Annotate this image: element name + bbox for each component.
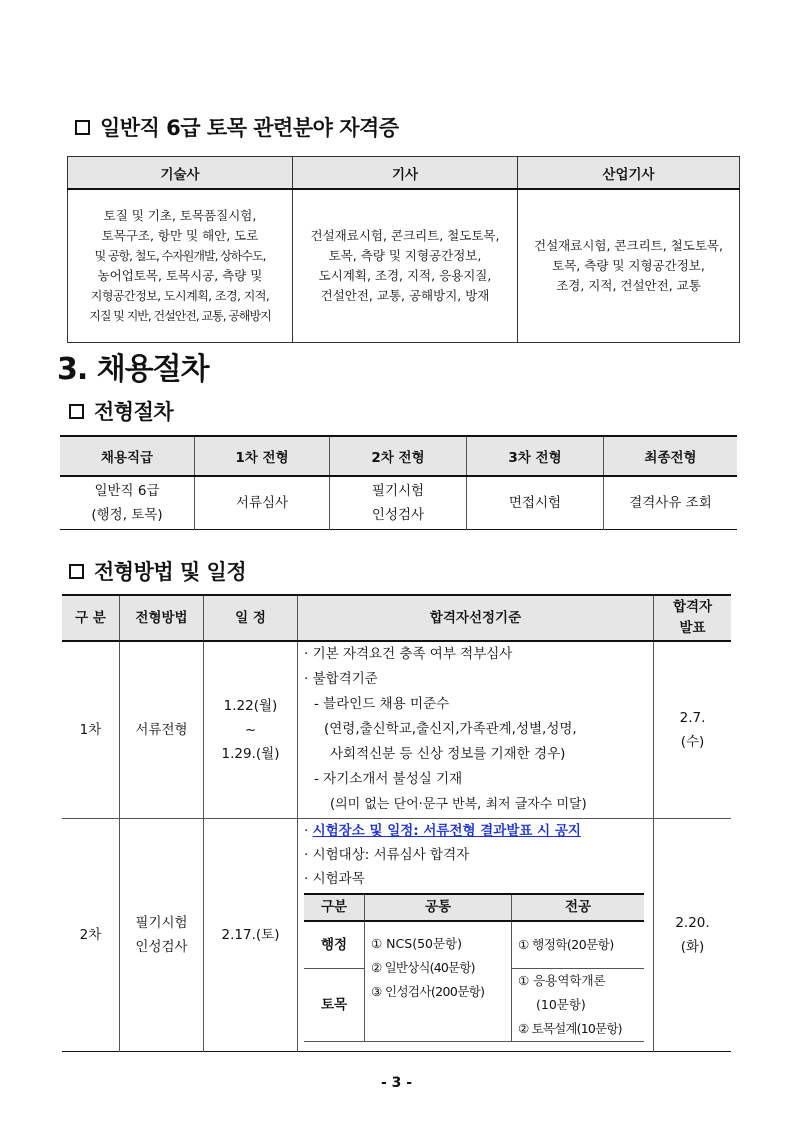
header-cell: 전형방법 xyxy=(120,595,204,641)
checkbox-square-icon xyxy=(75,120,90,135)
cell-line: 지형공간정보, 도시계획, 조경, 지적, xyxy=(90,289,270,303)
table-cell: ① 행정학(20문항) xyxy=(512,921,645,969)
cell-line: 토목, 측량 및 지형공간정보, xyxy=(328,248,482,263)
table-cell xyxy=(518,189,740,343)
table-cell xyxy=(293,189,518,343)
criteria-line: · 불합격기준 xyxy=(304,671,378,687)
table-cell xyxy=(330,476,467,530)
cell-line: ~ xyxy=(244,722,257,738)
section-title: 전형절차 xyxy=(94,400,174,424)
table-row xyxy=(60,476,737,530)
cell-line: 일반직 6급 xyxy=(94,483,160,499)
header-cell: 산업기사 xyxy=(518,157,740,190)
table-header-row xyxy=(304,894,644,921)
section-title: 일반직 6급 토목 관련분야 자격증 xyxy=(100,116,399,140)
section-heading-qualifications xyxy=(75,112,399,142)
table-cell: 2차 xyxy=(62,819,120,1052)
subjects-table xyxy=(304,893,644,1042)
table-cell: 토목 xyxy=(304,969,365,1042)
section-title: 전형방법 및 일정 xyxy=(94,560,247,584)
checkbox-square-icon xyxy=(69,564,84,579)
header-cell: 2차 전형 xyxy=(330,436,467,476)
criteria-line: · 시험대상: 서류심사 합격자 xyxy=(304,847,470,863)
criteria-cell xyxy=(298,641,654,819)
header-cell: 1차 전형 xyxy=(195,436,330,476)
criteria-line: - 자기소개서 불성실 기재 xyxy=(314,771,463,787)
cell-line: ③ 인성검사(200문항) xyxy=(371,984,485,999)
checkbox-square-icon xyxy=(69,404,84,419)
cell-line: 건설재료시험, 콘크리트, 철도토목, xyxy=(310,228,500,243)
header-cell: 최종전형 xyxy=(604,436,738,476)
table-header-row xyxy=(62,595,731,641)
cell-line: (10문항) xyxy=(536,997,586,1012)
table-cell: 결격사유 조회 xyxy=(629,495,712,511)
table-cell: 1차 xyxy=(62,641,120,819)
cell-line: (행정, 토목) xyxy=(91,507,163,523)
cell-line: 조경, 지적, 건설안전, 교통 xyxy=(556,278,701,293)
criteria-line: · 기본 자격요건 충족 여부 적부심사 xyxy=(304,646,513,662)
table-cell: 서류심사 xyxy=(195,476,330,530)
table-cell xyxy=(654,819,732,1052)
criteria-line: - 블라인드 채용 미준수 xyxy=(314,696,450,712)
table-cell: 면접시험 xyxy=(467,476,604,530)
cell-line: ② 토목설계(10문항) xyxy=(518,1021,622,1036)
header-cell: 채용직급 xyxy=(60,436,195,476)
criteria-line: 사회적신분 등 신상 정보를 기재한 경우) xyxy=(330,746,566,762)
cell-line: 합격자 xyxy=(672,599,713,615)
header-cell: 공통 xyxy=(365,894,512,921)
table-cell xyxy=(512,969,645,1042)
table-cell xyxy=(365,921,512,1042)
cell-line: ② 일반상식(40문항) xyxy=(371,960,475,975)
cell-line: (수) xyxy=(680,734,705,750)
header-cell: 전공 xyxy=(512,894,645,921)
header-cell: 3차 전형 xyxy=(467,436,604,476)
criteria-cell xyxy=(298,819,654,1052)
table-cell xyxy=(654,641,732,819)
cell-line: 토목, 측량 및 지형공간정보, xyxy=(552,258,705,273)
header-cell: 일 정 xyxy=(204,595,298,641)
header-cell: 기사 xyxy=(293,157,518,190)
header-cell: 구 분 xyxy=(62,595,120,641)
cell-line: 인성검사 xyxy=(135,939,188,955)
cell-line: 건설안전, 교통, 공해방지, 방재 xyxy=(320,288,490,303)
header-cell: 기술사 xyxy=(68,157,293,190)
notice-highlight: 시험장소 및 일정: 서류전형 결과발표 시 공지 xyxy=(312,823,581,839)
table-cell xyxy=(120,819,204,1052)
cell-line: 1.29.(월) xyxy=(221,746,280,762)
table-cell xyxy=(68,189,293,343)
section-heading-process xyxy=(69,396,173,426)
header-cell: 구분 xyxy=(304,894,365,921)
cell-line: 토목구조, 항만 및 해안, 도로 xyxy=(101,228,259,243)
table-header-row xyxy=(68,157,740,190)
table-cell: 2.17.(토) xyxy=(204,819,298,1052)
table-cell: 행정 xyxy=(304,921,365,969)
cell-line: (화) xyxy=(680,939,705,955)
table-cell xyxy=(204,641,298,819)
criteria-line: (의미 없는 단어·문구 반복, 최저 글자수 미달) xyxy=(330,797,587,812)
process-table xyxy=(60,435,737,530)
table-cell xyxy=(60,476,195,530)
cell-line: ① NCS(50문항) xyxy=(371,936,463,951)
cell-line: 인성검사 xyxy=(371,507,425,523)
criteria-line: · 시험과목 xyxy=(304,871,365,887)
cell-line: 발표 xyxy=(679,620,706,636)
table-cell: 서류전형 xyxy=(120,641,204,819)
method-schedule-table xyxy=(62,594,731,1052)
cell-line: 및 공항, 철도, 수자원개발, 상하수도, xyxy=(94,249,266,263)
cell-line: 건설재료시험, 콘크리트, 철도토목, xyxy=(534,238,723,253)
criteria-line xyxy=(304,819,653,843)
cell-line: 필기시험 xyxy=(135,915,188,931)
header-cell xyxy=(654,595,732,641)
table-row xyxy=(68,189,740,343)
page-number: - 3 - xyxy=(380,1075,413,1091)
cell-line: 도시계획, 조경, 지적, 응용지질, xyxy=(318,268,492,283)
section-heading-method xyxy=(69,556,246,586)
cell-line: 2.7. xyxy=(679,710,706,726)
criteria-line: (연령,출신학교,출신지,가족관계,성별,성명, xyxy=(324,721,577,737)
header-cell: 합격자선정기준 xyxy=(298,595,654,641)
cell-line: ① 응용역학개론 xyxy=(518,973,606,988)
table-row xyxy=(304,921,644,969)
cell-line: 필기시험 xyxy=(371,483,425,499)
table-header-row xyxy=(60,436,737,476)
cell-line: 1.22(월) xyxy=(223,698,278,714)
cell-line: 2.20. xyxy=(675,915,710,931)
qualification-table xyxy=(67,156,740,343)
cell-line: 지질 및 지반, 건설안전, 교통, 공해방지 xyxy=(89,309,271,323)
cell-line: 농어업토목, 토목시공, 측량 및 xyxy=(97,268,263,283)
table-row xyxy=(62,819,731,1052)
cell-line: 토질 및 기초, 토목품질시험, xyxy=(103,208,257,223)
table-row xyxy=(62,641,731,819)
bullet: · xyxy=(304,823,309,839)
page-heading: 3. 채용절차 xyxy=(57,352,209,387)
